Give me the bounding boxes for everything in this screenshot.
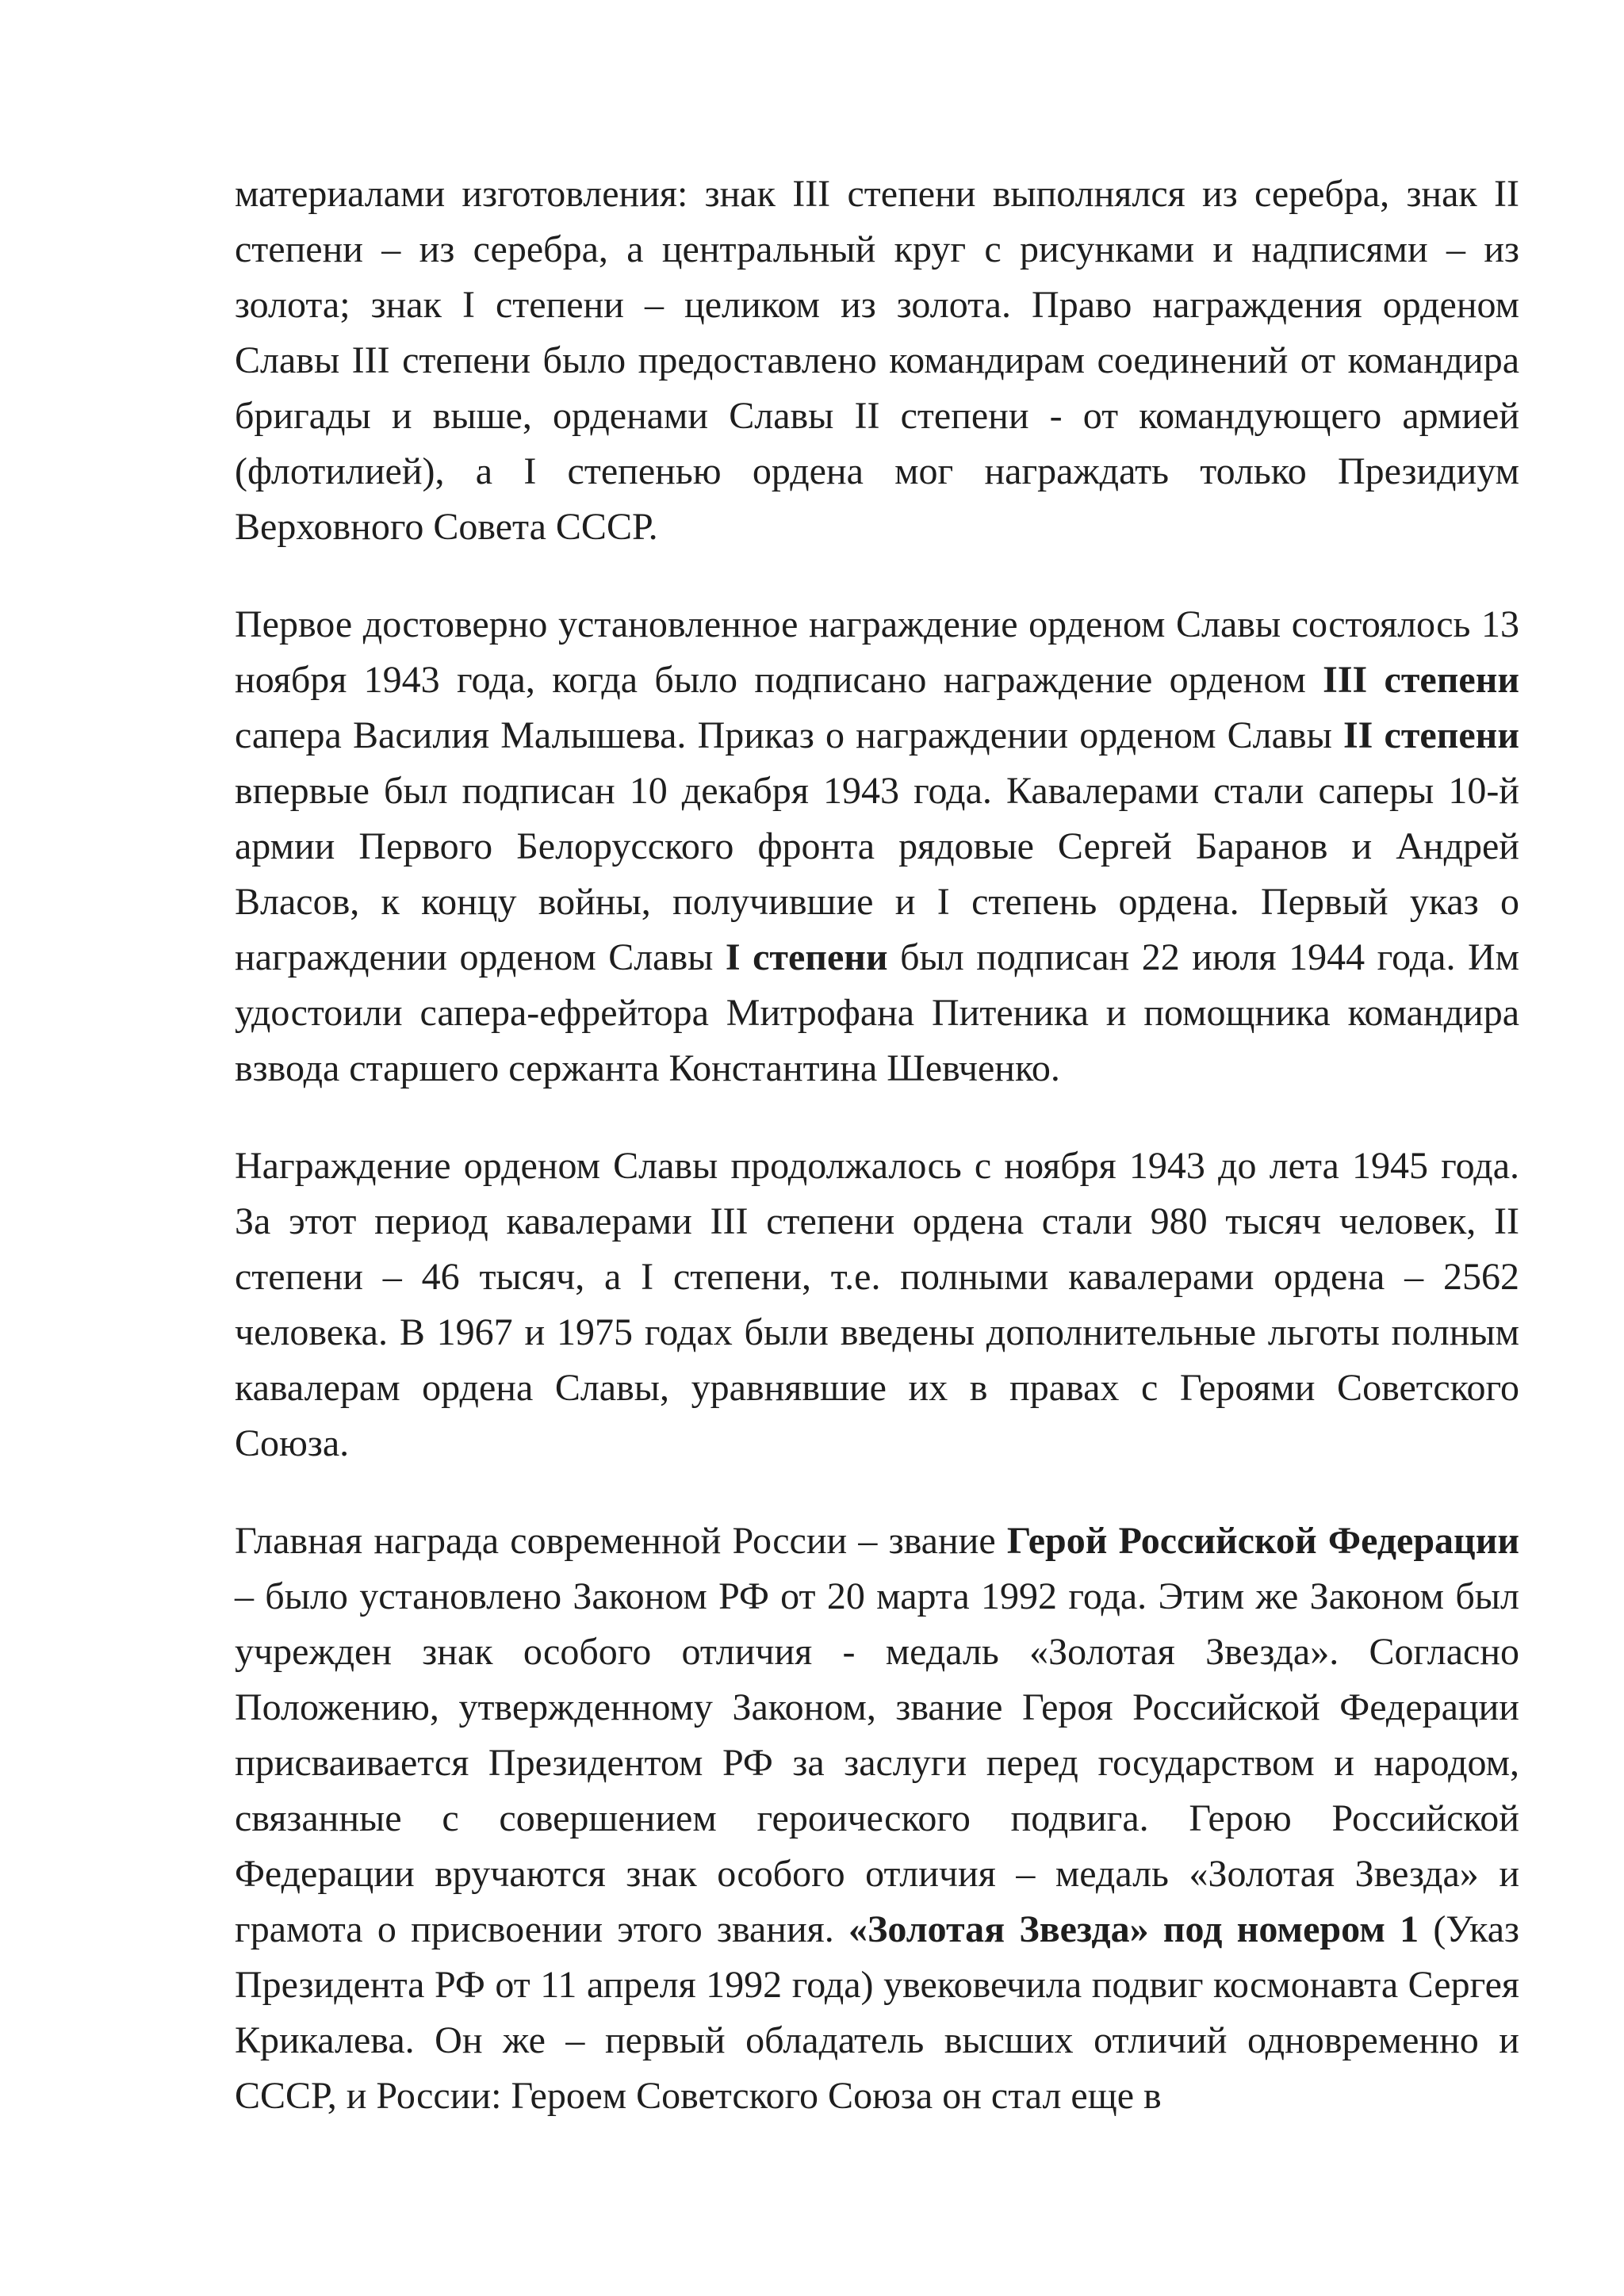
- bold-text: «Золотая Звезда» под номером 1: [848, 1908, 1419, 1950]
- paragraph-2: [235, 597, 1519, 1096]
- paragraph-text: был подписан 22 июля 1944 года. Им удостоили сапера-ефрейтора Митрофана Питеника и помощника командира взвода старшего сержанта Константина Шевченко.: [235, 936, 1519, 1089]
- bold-text: I степени: [725, 936, 888, 978]
- paragraph-1: [235, 166, 1519, 555]
- paragraph-text: Награждение орденом Славы продолжалось с ноября 1943 до лета 1945 года. За этот период кавалерами III степени ордена стали 980 тысяч человек, II степени – 46 тысяч, а I степени, т.е. полными кавалерами ордена – 2562 человека. В 1967 и 1975 годах были введены дополнительные льготы полным кавалерам ордена Славы, уравнявшие их в правах с Героями Советского Союза.: [235, 1145, 1519, 1464]
- bold-text: Герой Российской Федерации: [1006, 1520, 1520, 1562]
- paragraph-text: Первое достоверно установленное награждение орденом Славы состоялось 13 ноября 1943 года, когда было подписано награждение орденом: [235, 603, 1519, 701]
- document-page: [235, 166, 1519, 2166]
- paragraph-text: – было установлено Законом РФ от 20 марта 1992 года. Этим же Законом был учрежден знак особого отличия - медаль «Золотая Звезда». Согласно Положению, утвержденному Законом, звание Героя Российской Федерации присваивается Президентом РФ за заслуги перед государством и народом, связанные с совершением героического подвига. Герою Российской Федерации вручаются знак особого отличия – медаль «Золотая Звезда» и грамота о присвоении этого звания.: [235, 1575, 1519, 1950]
- bold-text: II степени: [1343, 714, 1519, 756]
- paragraph-text: сапера Василия Малышева. Приказ о награждении орденом Славы: [235, 714, 1343, 756]
- bold-text: III степени: [1323, 659, 1520, 701]
- paragraph-4: [235, 1513, 1519, 2124]
- paragraph-3: [235, 1138, 1519, 1471]
- paragraph-text: (Указ Президента РФ от 11 апреля 1992 года) увековечила подвиг космонавта Сергея Крикалева. Он же – первый обладатель высших отличий одновременно и СССР, и России: Героем Советского Союза он стал еще в: [235, 1908, 1519, 2117]
- paragraph-text: впервые был подписан 10 декабря 1943 года. Кавалерами стали саперы 10-й армии Первого Белорусского фронта рядовые Сергей Баранов и Андрей Власов, к концу войны, получившие и I степень ордена. Первый указ о награждении орденом Славы: [235, 770, 1519, 978]
- paragraph-text: Главная награда современной России – звание: [235, 1520, 1007, 1562]
- paragraph-text: материалами изготовления: знак III степени выполнялся из серебра, знак II степени – из серебра, а центральный круг с рисунками и надписями – из золота; знак I степени – целиком из золота. Право награждения орденом Славы III степени было предоставлено командирам соединений от командира бригады и выше, орденами Славы II степени - от командующего армией (флотилией), а I степенью ордена мог награждать только Президиум Верховного Совета СССР.: [235, 173, 1519, 548]
